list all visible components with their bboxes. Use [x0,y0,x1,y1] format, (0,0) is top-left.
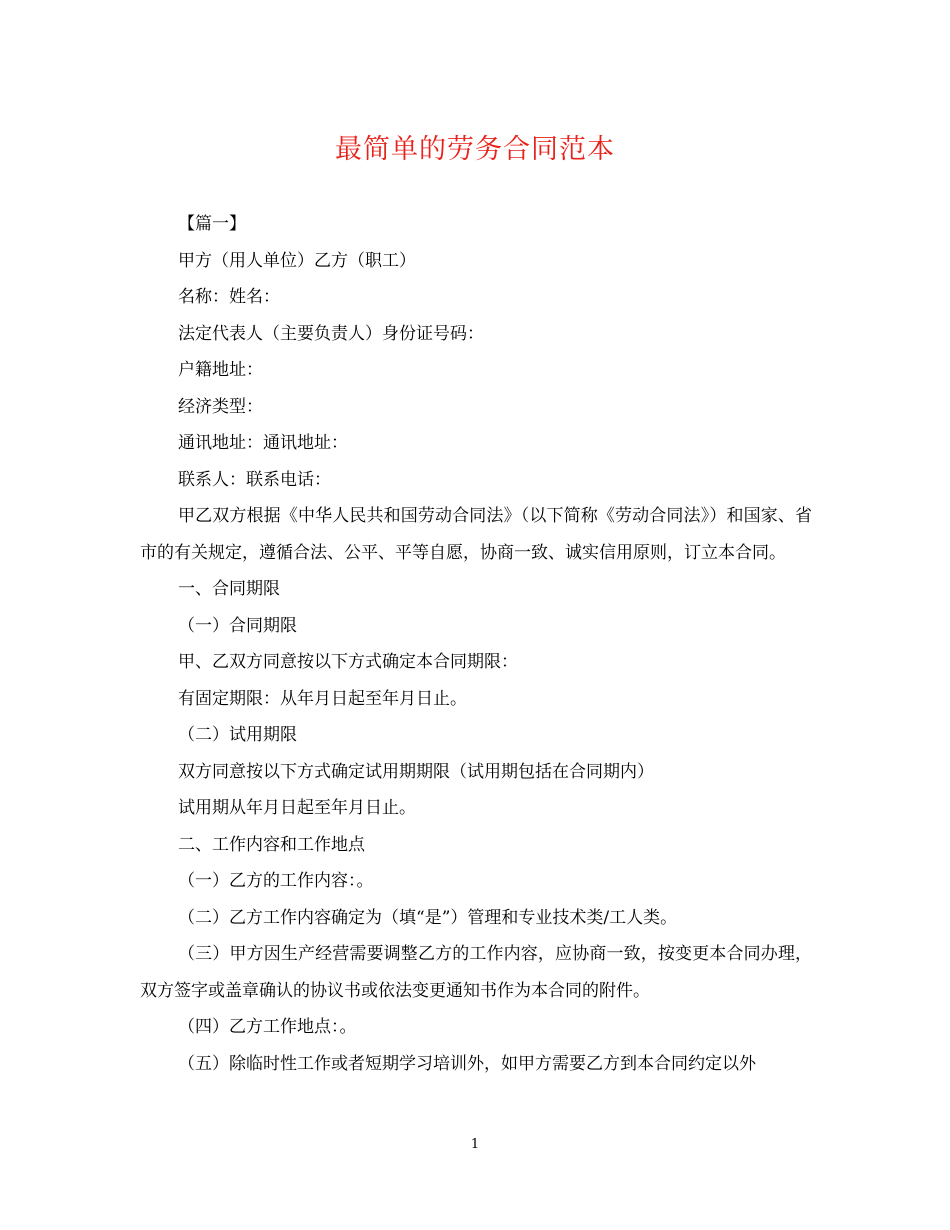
paragraph: 户籍地址： [178,360,263,380]
paragraph: 二、工作内容和工作地点 [178,834,365,855]
paragraph: （一）合同期限 [178,615,297,636]
paragraph: 通讯地址：通讯地址： [178,433,348,453]
document-body [140,206,812,1082]
paragraph: 有固定期限：从年月日起至年月日止。 [178,688,467,709]
page-number: 1 [470,1137,480,1152]
paragraph: 甲乙双方根据《中华人民共和国劳动合同法》（以下简称《劳动合同法》）和国家、省市的有关规定，遵循合法、公平、平等自愿，协商一致、诚实信用原则，订立本合同。 [140,506,812,563]
paragraph: 名称：姓名： [178,287,280,307]
document-title: 最简单的劳务合同范本 [335,134,615,165]
paragraph: （二）乙方工作内容确定为（填“是”）管理和专业技术类/工人类。 [178,907,678,928]
paragraph: 经济类型： [178,396,263,417]
paragraph: 甲方（用人单位）乙方（职工） [178,250,416,271]
paragraph: （五）除临时性工作或者短期学习培训外，如甲方需要乙方到本合同约定以外 [178,1053,756,1074]
paragraph: 甲、乙双方同意按以下方式确定本合同期限： [178,652,518,672]
paragraph: （一）乙方的工作内容：。 [178,871,374,891]
paragraph: 联系人：联系电话： [178,469,331,490]
paragraph: 试用期从年月日起至年月日止。 [178,798,416,818]
paragraph: 【篇一】 [178,214,246,234]
paragraph: （四）乙方工作地点：。 [178,1017,357,1037]
paragraph: 法定代表人（主要负责人）身份证号码： [178,323,484,344]
paragraph: （二）试用期限 [178,725,297,745]
paragraph: （三）甲方因生产经营需要调整乙方的工作内容，应协商一致，按变更本合同办理，双方签字或盖章确认的协议书或依法变更通知书作为本合同的附件。 [140,944,812,1001]
paragraph: 双方同意按以下方式确定试用期期限（试用期包括在合同期内） [178,761,654,782]
paragraph: 一、合同期限 [178,579,280,599]
